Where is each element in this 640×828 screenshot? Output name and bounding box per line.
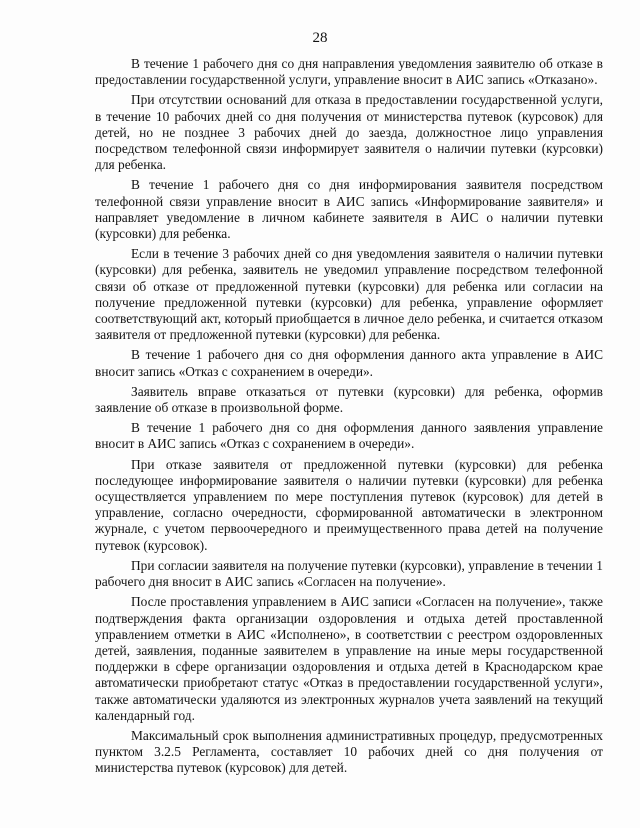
page-number: 28 bbox=[312, 30, 328, 46]
paragraph: Максимальный срок выполнения административных процедур, предусмотренных пунктом 3.2.5 Регламента, составляет 10 рабочих дней со дня получения от министерства путевок (курсовок) для детей. bbox=[95, 727, 603, 776]
paragraph: После проставления управлением в АИС записи «Согласен на получение», также подтверждения факта организации оздоровления и отдыха детей проставленной управлением отметки в АИС «Исполнено», в соответствии с реестром оздоровленных детей, заявления, поданные заявителем в управление на иные меры государственной поддержки в сфере организации оздоровления и отдыха детей в Краснодарском крае автоматически приобретают статус «Отказ в предоставлении государственной услуги», также автоматически удаляются из электронных журналов учета заявлений на текущий календарный год. bbox=[95, 594, 603, 723]
paragraph: При согласии заявителя на получение путевки (курсовки), управление в течении 1 рабочего дня вносит в АИС запись «Согласен на получение». bbox=[95, 557, 603, 590]
paragraph: В течение 1 рабочего дня со дня оформления данного заявления управление вносит в АИС запись «Отказ с сохранением в очереди». bbox=[95, 420, 603, 452]
document-body bbox=[95, 56, 603, 781]
paragraph: При отказе заявителя от предложенной путевки (курсовки) для ребенка последующее информирование заявителя о наличии путевки (курсовки) для ребенка осуществляется управлением по мере поступления путевок (курсовок) для детей в управление, согласно очередности, сформированной автоматически в электронном журнале, с учетом первоочередного и преимущественного права детей на получение путевок (курсовок). bbox=[95, 456, 603, 553]
paragraph: Заявитель вправе отказаться от путевки (курсовки) для ребенка, оформив заявление об отказе в произвольной форме. bbox=[95, 383, 603, 416]
paragraph: В течение 1 рабочего дня со дня направления уведомления заявителю об отказе в предоставлении государственной услуги, управление вносит в АИС запись «Отказано». bbox=[95, 56, 603, 88]
paragraph: В течение 1 рабочего дня со дня оформления данного акта управление в АИС вносит запись «Отказ с сохранением в очереди». bbox=[95, 347, 603, 379]
paragraph: При отсутствии оснований для отказа в предоставлении государственной услуги, в течение 10 рабочих дней со дня получения от министерства путевок (курсовок) для детей, но не позднее 3 рабочих дней до заезда, должностное лицо управления посредством телефонной связи информирует заявителя о наличии путевки (курсовки) для ребенка. bbox=[95, 92, 603, 173]
paragraph: Если в течение 3 рабочих дней со дня уведомления заявителя о наличии путевки (курсовки) для ребенка, заявитель не уведомил управление посредством телефонной связи об отказе от предложенной путевки (курсовки) для ребенка или согласии на получение предложенной путевки (курсовки) для ребенка, управление оформляет соответствующий акт, который приобщается в личное дело ребенка, и считается отказом заявителя от предложенной путевки (курсовки) для ребенка. bbox=[95, 246, 603, 343]
paragraph: В течение 1 рабочего дня со дня информирования заявителя посредством телефонной связи управление вносит в АИС запись «Информирование заявителя» и направляет уведомление в личном кабинете заявителя в АИС о наличии путевки (курсовки) для ребенка. bbox=[95, 177, 603, 242]
